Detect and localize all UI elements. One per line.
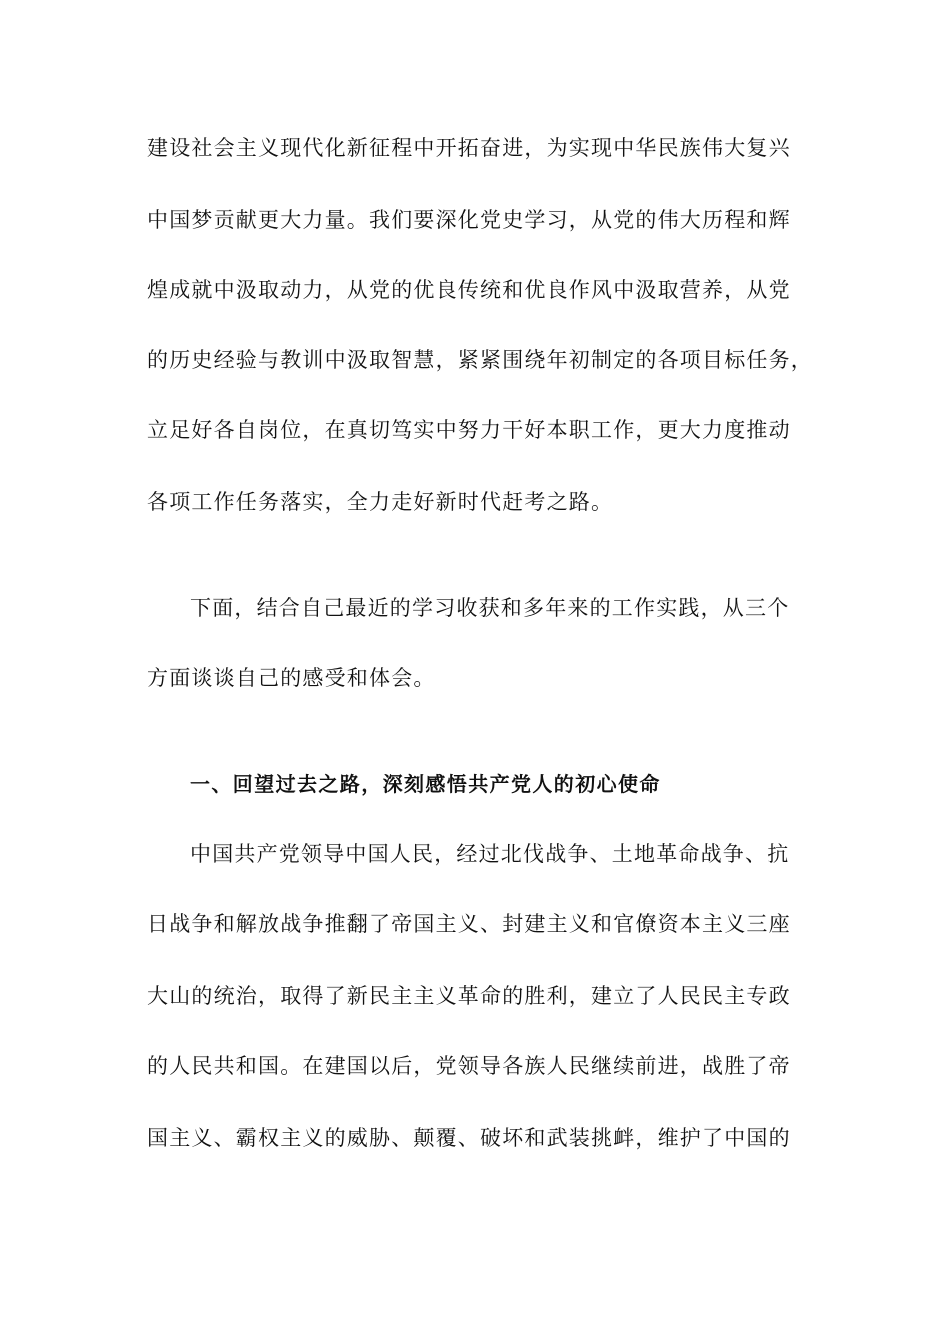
paragraph-line: 各项工作任务落实，全力走好新时代赶考之路。 — [147, 490, 614, 514]
paragraph-line: 中国梦贡献更大力量。我们要深化党史学习，从党的伟大历程和辉 — [147, 208, 791, 232]
paragraph-line: 日战争和解放战争推翻了帝国主义、封建主义和官僚资本主义三座 — [147, 912, 791, 936]
paragraph-line: 国主义、霸权主义的威胁、颠覆、破坏和武装挑衅，维护了中国的 — [147, 1126, 791, 1150]
paragraph-line: 中国共产党领导中国人民，经过北伐战争、土地革命战争、抗 — [190, 842, 790, 866]
paragraph-line: 下面，结合自己最近的学习收获和多年来的工作实践，从三个 — [190, 596, 790, 620]
paragraph-line: 立足好各自岗位，在真切笃实中努力干好本职工作，更大力度推动 — [147, 418, 791, 442]
paragraph-line: 方面谈谈自己的感受和体会。 — [147, 666, 436, 690]
paragraph-line: 的历史经验与教训中汲取智慧，紧紧围绕年初制定的各项目标任务， — [147, 348, 813, 372]
paragraph-line: 的人民共和国。在建国以后，党领导各族人民继续前进，战胜了帝 — [147, 1054, 791, 1078]
section-heading: 一、回望过去之路，深刻感悟共产党人的初心使命 — [190, 772, 661, 796]
paragraph-line: 建设社会主义现代化新征程中开拓奋进，为实现中华民族伟大复兴 — [147, 136, 791, 160]
paragraph-line: 煌成就中汲取动力，从党的优良传统和优良作风中汲取营养，从党 — [147, 278, 791, 302]
paragraph-line: 大山的统治，取得了新民主主义革命的胜利，建立了人民民主专政 — [147, 984, 791, 1008]
